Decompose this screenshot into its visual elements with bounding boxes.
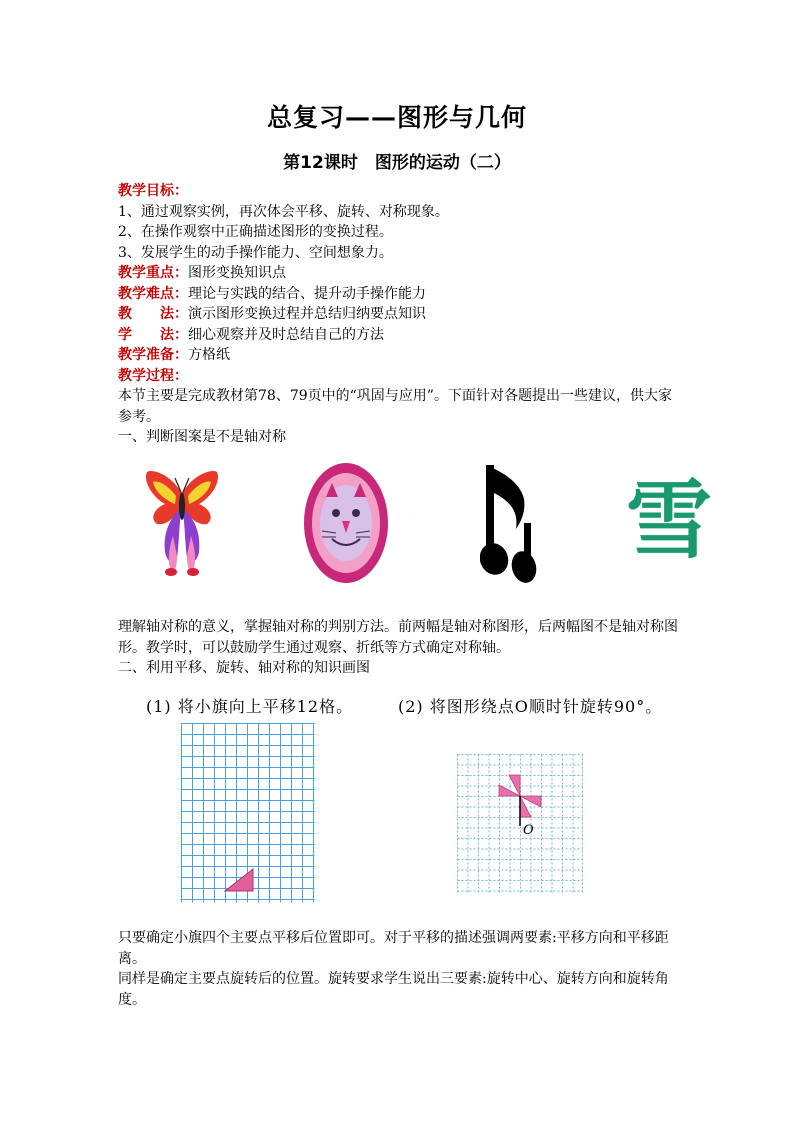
explanation-2: 只要确定小旗四个主要点平移后位置即可。对于平移的描述强调两要素:平移方向和平移距离。: [118, 930, 669, 967]
section-1-heading: 一、判断图案是不是轴对称: [118, 429, 286, 445]
explanation-3: 同样是确定主要点旋转后的位置。旋转要求学生说出三要素:旋转中心、旋转方向和旋转角度。: [118, 971, 669, 1008]
difficulty-label: 教学难点：: [118, 285, 188, 302]
learning-method-label: 学 法：: [118, 326, 188, 343]
music-note-image: [480, 463, 538, 585]
goal-item: 2、在操作观察中正确描述图形的变换过程。: [118, 224, 393, 240]
preparation-text: 方格纸: [188, 347, 230, 363]
goal-item: 1、通过观察实例，再次体会平移、旋转、对称现象。: [118, 203, 449, 220]
learning-method-text: 细心观察并及时总结自己的方法: [188, 326, 384, 343]
rotation-point-label: O: [523, 823, 534, 838]
rotation-grid: [457, 754, 583, 894]
page-title: 总复习——图形与几何: [266, 103, 527, 132]
snow-character-image: 雪: [626, 471, 712, 571]
keypoint-label: 教学重点：: [118, 265, 188, 281]
explanation-block-2: [118, 928, 680, 1010]
task-1-text: (1) 将小旗向上平移12格。: [146, 697, 354, 716]
goal-item: 3、发展学生的动手操作能力、空间想象力。: [118, 244, 393, 261]
explanation-1: 理解轴对称的意义，掌握轴对称的判别方法。前两幅是轴对称图形，后两幅图不是轴对称图形。教学时，可以鼓励学生通过观察、折纸等方式确定对称轴。: [118, 619, 678, 656]
task-2-text: (2) 将图形绕点O顺时针旋转90°。: [398, 697, 663, 716]
process-label: 教学过程：: [118, 367, 188, 384]
teaching-method-text: 演示图形变换过程并总结归纳要点知识: [188, 306, 426, 322]
butterfly-image: [143, 466, 221, 578]
goals-label: 教学目标：: [118, 183, 188, 199]
translation-grid: [181, 723, 315, 903]
preparation-label: 教学准备：: [118, 347, 188, 363]
lesson-subtitle: 第12课时 图形的运动（二）: [283, 153, 511, 173]
pinwheel-shape: [499, 775, 541, 826]
lesson-info: [118, 181, 680, 448]
teaching-method-label: 教 法：: [118, 306, 188, 322]
flag-triangle: [225, 869, 253, 891]
process-intro: 本节主要是完成教材第78、79页中的“巩固与应用”。下面针对各题提出一些建议，供大家参考。: [118, 388, 672, 425]
difficulty-text: 理论与实践的结合、提升动手操作能力: [188, 285, 426, 302]
lion-image: [302, 461, 390, 585]
keypoint-text: 图形变换知识点: [188, 265, 286, 281]
explanation-block-1: [118, 617, 680, 679]
section-2-heading: 二、利用平移、旋转、轴对称的知识画图: [118, 660, 370, 676]
